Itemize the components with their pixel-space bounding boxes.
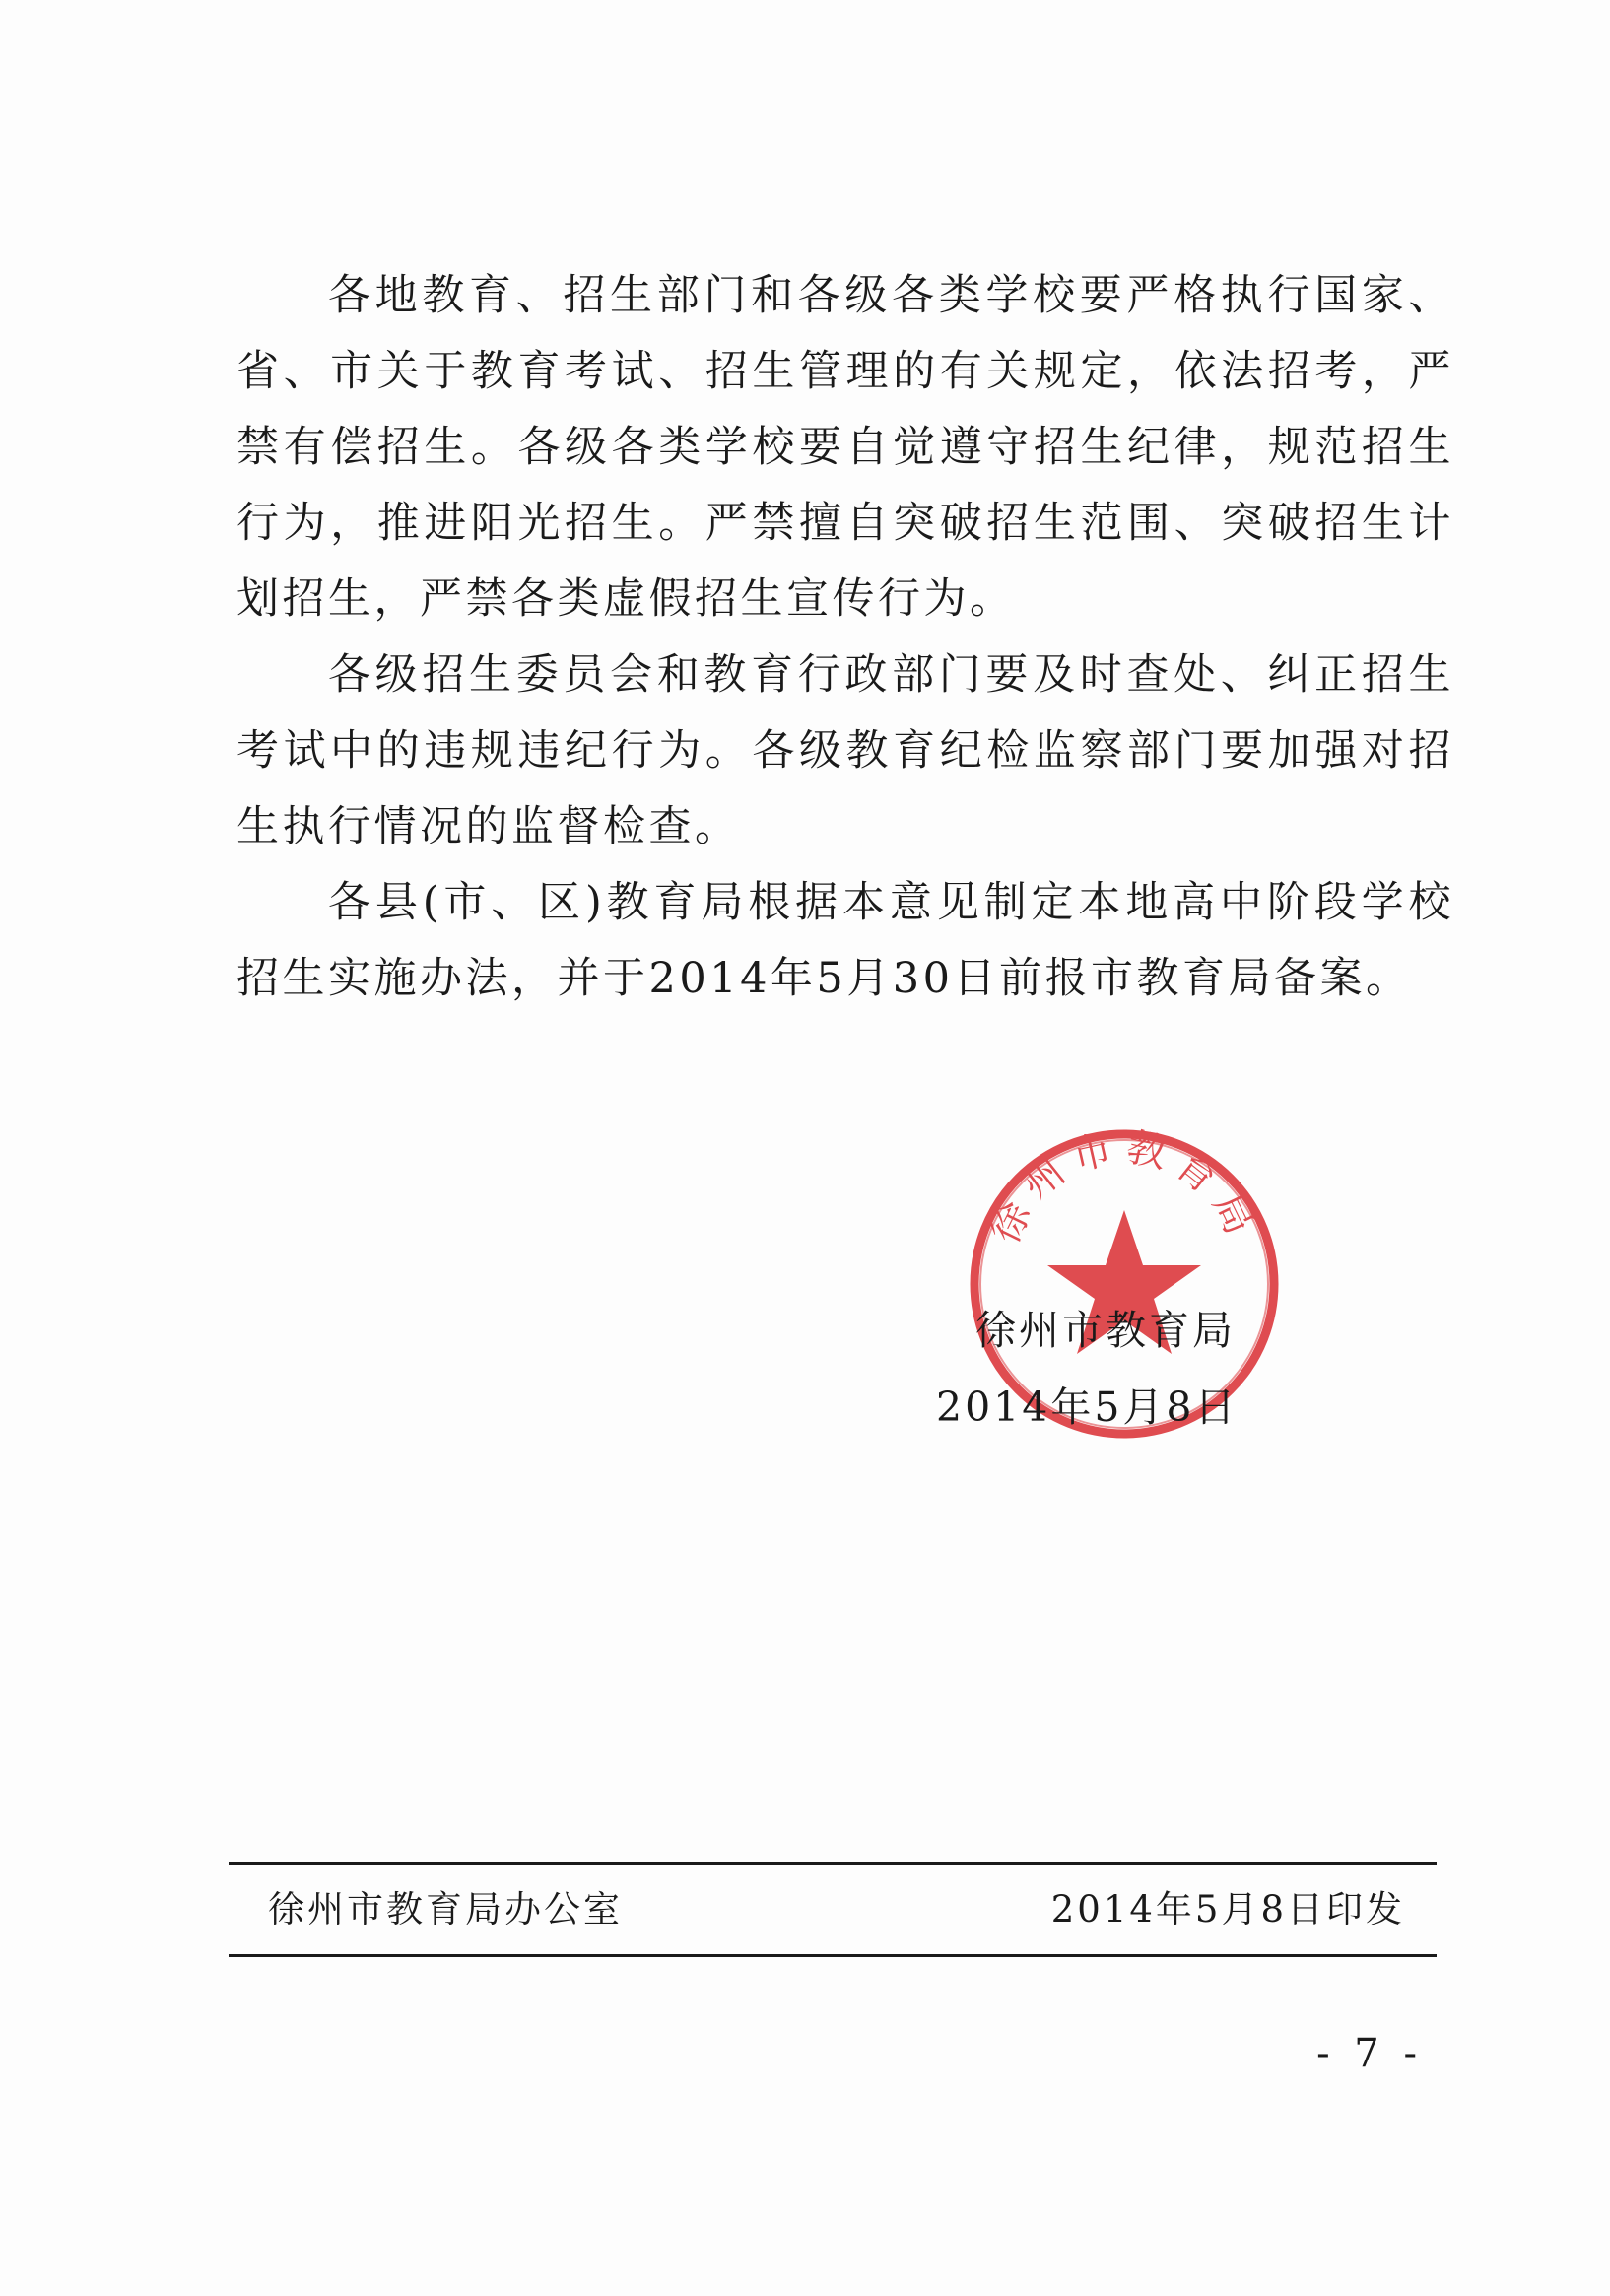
seal-text: 徐州市教育局 [982, 1124, 1266, 1250]
page-number: - 7 - [1316, 2031, 1423, 2076]
footer-issue-date: 2014年5月8日印发 [1050, 1888, 1405, 1930]
footer-issuer: 徐州市教育局办公室 [268, 1888, 623, 1930]
signature-block [906, 1124, 1360, 1468]
paragraph-implementation: 各县(市、区)教育局根据本意见制定本地高中阶段学校招生实施办法，并于2014年5月30日前报市教育局备案。 [236, 878, 1454, 1003]
paragraph-supervision: 各级招生委员会和教育行政部门要及时查处、纠正招生考试中的违规违纪行为。各级教育纪检监察部门要加强对招生执行情况的监督检查。 [236, 650, 1454, 851]
signing-date: 2014年5月8日 [936, 1384, 1239, 1431]
signing-organization: 徐州市教育局 [975, 1307, 1236, 1354]
footer-bottom-rule [229, 1954, 1437, 1957]
footer-top-rule [229, 1862, 1437, 1865]
document-body [236, 258, 1454, 1017]
paragraph-admissions-rules: 各地教育、招生部门和各级各类学校要严格执行国家、省、市关于教育考试、招生管理的有关规定，依法招考，严禁有偿招生。各级各类学校要自觉遵守招生纪律，规范招生行为，推进阳光招生。严禁擅自突破招生范围、突破招生计划招生，严禁各类虚假招生宣传行为。 [236, 271, 1454, 624]
